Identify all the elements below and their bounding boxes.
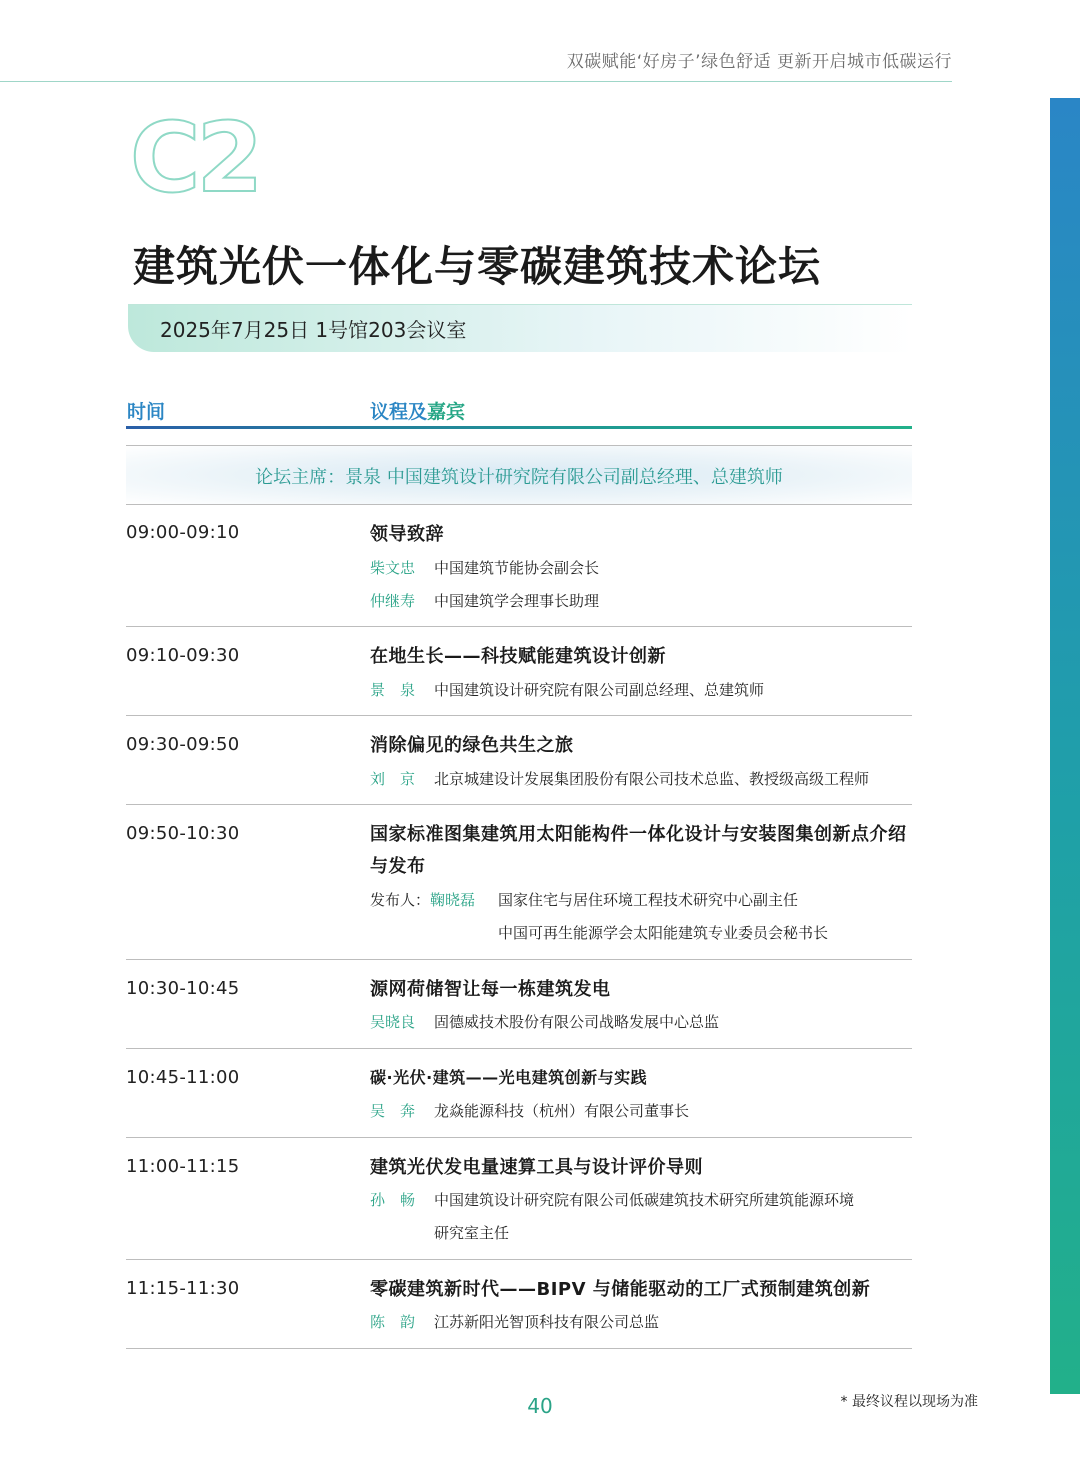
speaker: [370, 1311, 660, 1332]
agenda-row: [126, 1278, 912, 1349]
row-time: 09:50-10:30: [126, 823, 240, 844]
column-header-agenda: [370, 397, 465, 424]
agenda-row: [126, 823, 912, 960]
speaker-prefix: 发布人：: [370, 891, 431, 909]
row-topic: 碳·光伏·建筑——光电建筑创新与实践: [370, 1068, 648, 1087]
row-time: 10:45-11:00: [126, 1067, 240, 1088]
speaker: [370, 1100, 690, 1121]
row-topic: 建筑光伏发电量速算工具与设计评价导则: [370, 1157, 703, 1178]
speaker-name: 孙 畅: [370, 1191, 416, 1209]
speaker-role: 固德威技术股份有限公司战略发展中心总监: [434, 1013, 720, 1031]
footnote: * 最终议程以现场为准: [840, 1394, 978, 1410]
agenda-row: [126, 1156, 912, 1260]
row-topic: 零碳建筑新时代——BIPV 与储能驱动的工厂式预制建筑创新: [370, 1279, 871, 1300]
page-number: 40: [527, 1394, 553, 1418]
speaker-role: 中国建筑设计研究院有限公司副总经理、总建筑师: [434, 681, 765, 699]
agenda-row: [126, 645, 912, 716]
header-divider: [0, 81, 952, 82]
speaker: [370, 889, 799, 910]
row-topic: 领导致辞: [370, 524, 444, 545]
row-time: 09:30-09:50: [126, 734, 240, 755]
speaker-role: 中国建筑学会理事长助理: [434, 592, 600, 610]
speaker-role-line2: 中国可再生能源学会太阳能建筑专业委员会秘书长: [498, 924, 829, 942]
speaker-role: 北京城建设计发展集团股份有限公司技术总监、教授级高级工程师: [434, 770, 870, 788]
agenda-header-part2: 嘉宾: [427, 401, 466, 423]
row-topic: 消除偏见的绿色共生之旅: [370, 735, 574, 756]
date-band: [128, 304, 912, 352]
row-time: 11:00-11:15: [126, 1156, 240, 1177]
side-color-bar: [1050, 98, 1080, 1394]
header-rule: [126, 426, 912, 429]
speaker: [370, 1011, 720, 1032]
agenda-row: [126, 978, 912, 1049]
speaker-name: 仲继寿: [370, 592, 416, 610]
agenda-header-part1: 议程及: [370, 401, 428, 423]
speaker-name: 景 泉: [370, 681, 416, 699]
row-time: 11:15-11:30: [126, 1278, 240, 1299]
speaker-name: 刘 京: [370, 770, 416, 788]
forum-title: 建筑光伏一体化与零碳建筑技术论坛: [133, 242, 822, 291]
agenda-row: [126, 522, 912, 627]
row-time: 09:00-09:10: [126, 522, 240, 543]
row-time: 10:30-10:45: [126, 978, 240, 999]
column-header-time: 时间: [127, 401, 166, 423]
speaker: [370, 590, 600, 611]
row-topic: 在地生长——科技赋能建筑设计创新: [370, 646, 666, 667]
speaker-role: 江苏新阳光智顶科技有限公司总监: [434, 1313, 660, 1331]
speaker: [370, 768, 870, 789]
speaker-name: 吴 奔: [370, 1102, 416, 1120]
agenda-row: [126, 1067, 912, 1138]
speaker-name: 鞠晓磊: [430, 891, 476, 909]
speaker-name: 柴文忠: [370, 559, 416, 577]
speaker: [370, 557, 600, 578]
chair-rule: [126, 504, 912, 505]
speaker-role: 中国建筑节能协会副会长: [434, 559, 600, 577]
speaker-role-line2: 研究室主任: [434, 1224, 510, 1242]
speaker: [370, 1189, 855, 1210]
section-code: C2: [130, 102, 260, 214]
speaker: [370, 679, 765, 700]
speaker-name: 吴晓良: [370, 1013, 416, 1031]
row-time: 09:10-09:30: [126, 645, 240, 666]
agenda-row: [126, 734, 912, 805]
row-topic: 源网荷储智让每一栋建筑发电: [370, 979, 611, 1000]
speaker-name: 陈 韵: [370, 1313, 416, 1331]
forum-chair: 论坛主席：景泉 中国建筑设计研究院有限公司副总经理、总建筑师: [255, 467, 783, 488]
row-topic: 国家标准图集建筑用太阳能构件一体化设计与安装图集创新点介绍与发布: [370, 824, 907, 877]
speaker-role: 国家住宅与居住环境工程技术研究中心副主任: [498, 891, 799, 909]
header-text: 双碳赋能‘好房子’绿色舒适 更新开启城市低碳运行: [566, 52, 952, 72]
chair-band: [126, 446, 912, 504]
speaker-role: 龙焱能源科技（杭州）有限公司董事长: [434, 1102, 690, 1120]
date-location: 2025年7月25日 1号馆203会议室: [160, 318, 467, 342]
speaker-role: 中国建筑设计研究院有限公司低碳建筑技术研究所建筑能源环境: [434, 1191, 855, 1209]
